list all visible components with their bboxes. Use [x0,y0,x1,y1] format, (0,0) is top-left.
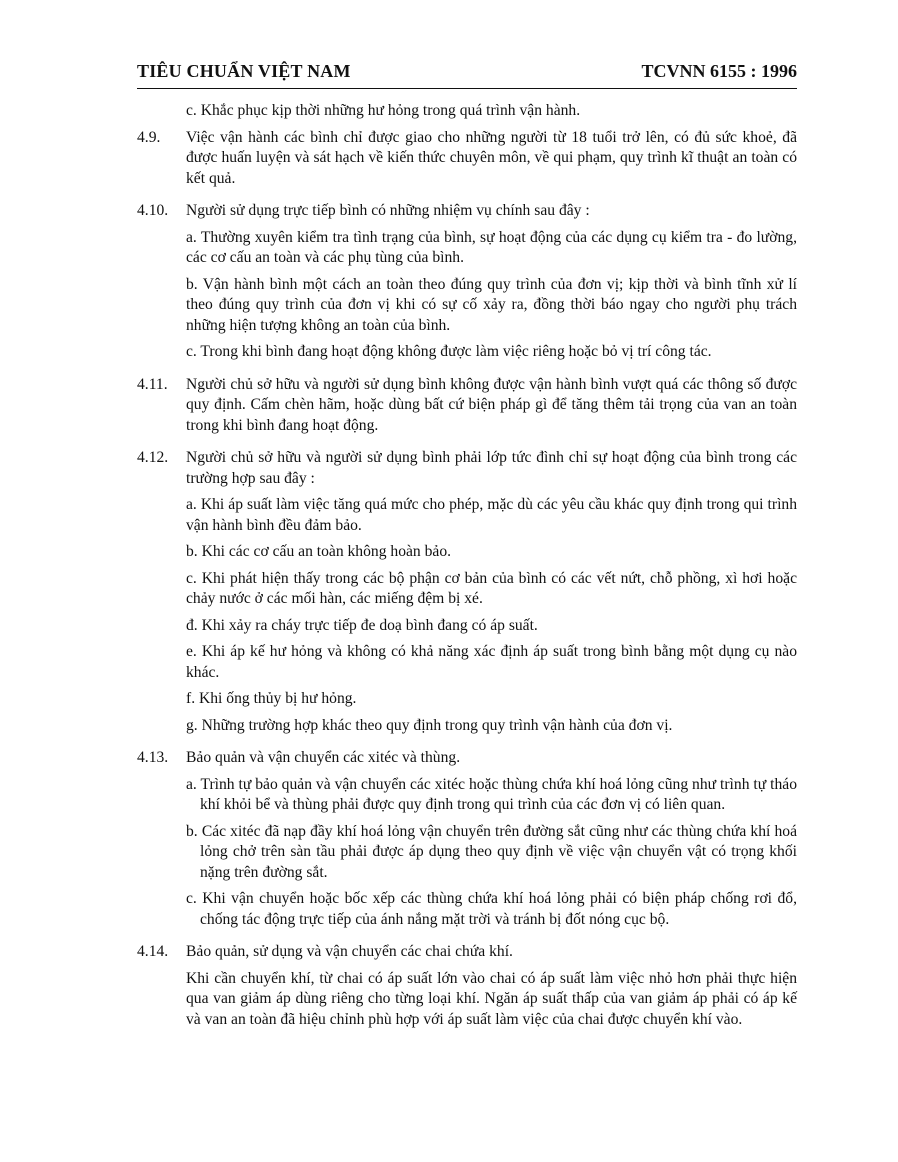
list-item: a. Trình tự bảo quản và vận chuyển các xitéc hoặc thùng chứa khí hoá lỏng cũng như trình tự tháo khí khỏi bể và thùng phải được quy định trong qui trình của các đơn vị có liên quan. [186,775,797,813]
list-item: f. Khi ống thủy bị hư hỏng. [186,690,357,707]
list-item: c. Khi phát hiện thấy trong các bộ phận cơ bản của bình có các vết nứt, chỗ phồng, xì hơi hoặc chảy nước ở các mối hàn, các miếng đệm bị xé. [186,569,797,607]
section-number: 4.13. [137,749,169,766]
section-text: Việc vận hành các bình chỉ được giao cho những người từ 18 tuổi trở lên, có đủ sức khoẻ, đã được huấn luyện và sát hạch về kiến thức chuyên môn, về qui phạm, quy trình kĩ thuật an toàn có kết quả. [186,128,797,187]
section-4-14 [137,942,797,1036]
list-item: c. Khi vận chuyển hoặc bốc xếp các thùng chứa khí hoá lỏng phải có biện pháp chống rơi đổ, chống tác động trực tiếp của ánh nắng mặt trời và tránh bị đốt nóng cục bộ. [186,890,797,928]
section-4-10 [137,201,797,369]
list-item: g. Những trường hợp khác theo quy định trong quy trình vận hành của đơn vị. [186,716,673,734]
section-4-13 [137,748,797,936]
section-paragraph: Khi cần chuyển khí, từ chai có áp suất lớn vào chai có áp suất làm việc nhỏ hơn phải thực hiện qua van giảm áp dùng riêng cho từng loại khí. Ngăn áp suất thấp của van giảm áp phải có áp kế và van an toàn đã hiệu chỉnh phù hợp với áp suất làm việc của chai được chuyển khí vào. [186,969,797,1028]
section-4-11 [137,375,797,443]
header-standard-code: TCVNN 6155 : 1996 [641,61,797,81]
list-item: a. Khi áp suất làm việc tăng quá mức cho phép, mặc dù các yêu cầu khác quy định trong qui trình vận hành bình đều đảm bảo. [186,496,797,534]
section-text: Người chủ sở hữu và người sử dụng bình phải lớp tức đình chỉ sự hoạt động của bình trong các trường hợp sau đây : [186,449,797,487]
section-number: 4.9. [137,128,161,146]
list-item: a. Thường xuyên kiểm tra tình trạng của bình, sự hoạt động của các dụng cụ kiểm tra - đo lường, các cơ cấu an toàn và các phụ tùng của bình. [186,228,797,266]
intro-item: c. Khắc phục kịp thời những hư hỏng trong quá trình vận hành. [186,102,581,119]
header-title: TIÊU CHUẨN VIỆT NAM [137,61,351,81]
section-4-12 [137,448,797,742]
section-text: Bảo quản và vận chuyển các xitéc và thùng. [186,749,461,766]
document-body [137,101,797,1042]
list-item: b. Khi các cơ cấu an toàn không hoàn bảo. [186,543,452,560]
section-number: 4.11. [137,375,168,393]
section-4-9 [137,128,797,196]
section-text: Bảo quản, sử dụng và vận chuyển các chai chứa khí. [186,943,513,960]
list-item: e. Khi áp kế hư hỏng và không có khả năng xác định áp suất trong bình bằng một dụng cụ nào khác. [186,643,797,681]
list-item: b. Các xitéc đã nạp đầy khí hoá lỏng vận chuyển trên đường sắt cũng như các thùng chứa khí hoá lỏng chở trên sàn tầu phải được áp dụng theo quy định về việc vận chuyển vật có trọng khối nặng trên đường sắt. [186,822,797,881]
section-text: Người sử dụng trực tiếp bình có những nhiệm vụ chính sau đây : [186,202,590,219]
list-item: đ. Khi xảy ra cháy trực tiếp đe doạ bình đang có áp suất. [186,616,538,634]
header-rule [137,88,797,89]
section-text: Người chủ sở hữu và người sử dụng bình không được vận hành bình vượt quá các thông số được quy định. Cấm chèn hãm, hoặc dùng bất cứ biện pháp gì để tăng thêm tải trọng của van an toàn trong khi bình đang hoạt động. [186,375,797,434]
list-item: b. Vận hành bình một cách an toàn theo đúng quy trình của đơn vị; kịp thời và bình tĩnh xử lí theo đúng quy trình của đơn vị khi có sự cố xảy ra, đồng thời báo ngay cho người phụ trách những hiện tượng không an toàn của bình. [186,275,797,334]
list-item: c. Trong khi bình đang hoạt động không được làm việc riêng hoặc bỏ vị trí công tác. [186,343,712,360]
section-number: 4.10. [137,202,169,219]
page-header [137,61,797,87]
section-number: 4.12. [137,449,169,466]
section-number: 4.14. [137,943,169,960]
